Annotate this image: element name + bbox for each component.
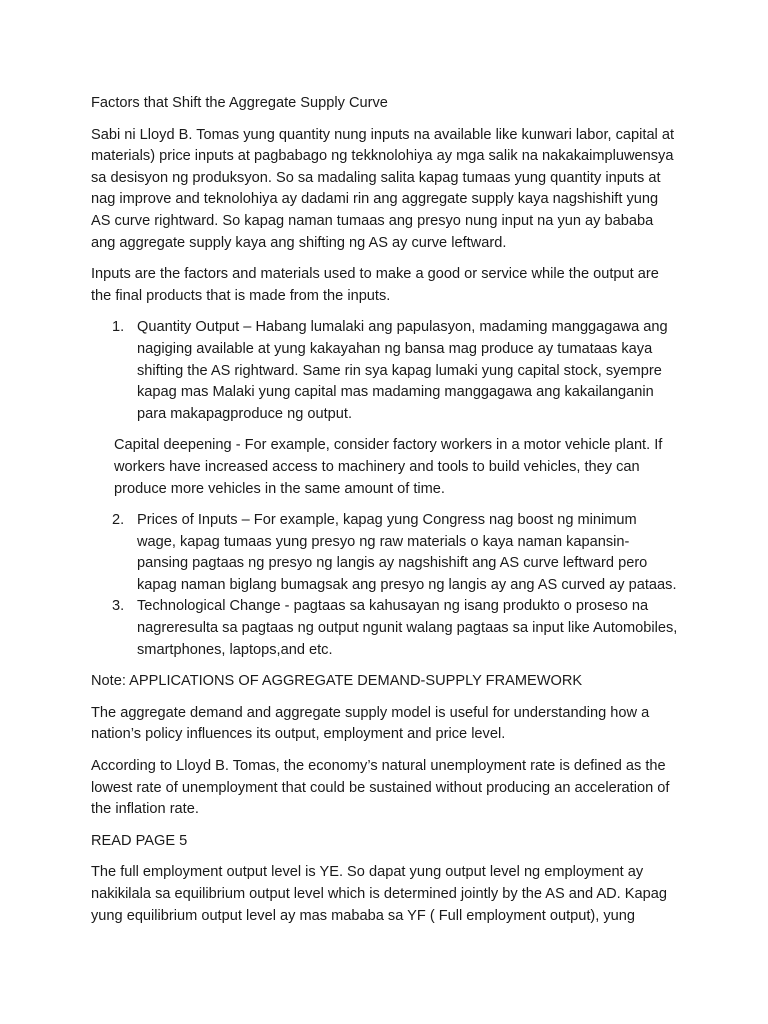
list-item-text: Quantity Output – Habang lumalaki ang papulasyon, madaming manggagawa ang nagiging available at yung kakayahan ng bansa mag produce ay tumataas kaya shifting the AS rightward. Same rin sya kapag lumaki yung capital stock, syempre kapag mas Malaki yung capital mas madaming manggagawa ang kakailanganin para makapagproduce ng output.	[137, 319, 668, 422]
note-heading: Note: APPLICATIONS OF AGGREGATE DEMAND-SUPPLY FRAMEWORK	[91, 673, 583, 690]
paragraph-natural-unemployment: According to Lloyd B. Tomas, the economy’s natural unemployment rate is defined as the lowest rate of unemployment that could be sustained without producing an acceleration of the inflation rate.	[91, 758, 670, 818]
paragraph-capital-deepening: Capital deepening - For example, consider factory workers in a motor vehicle plant. If workers have increased access to machinery and tools to build vehicles, they can produce more vehicles in the same amount of time.	[114, 437, 663, 497]
list-item	[91, 317, 678, 425]
list-item-number: 3.	[112, 598, 125, 615]
numbered-list-first	[91, 317, 678, 425]
list-item	[91, 510, 678, 596]
numbered-list-second	[91, 510, 678, 661]
paragraph-intro: Sabi ni Lloyd B. Tomas yung quantity nung inputs na available like kunwari labor, capital at materials) price inputs at pagbabago ng tekknolohiya ay mga salik na nakakaimpluwensya sa desisyon ng produksyon. So sa madaling salita kapag tumaas yung quantity inputs at nag improve and teknolohiya ay dadami rin ang aggregate supply kaya nagshishift yung AS curve rightward. So kapag naman tumaas ang presyo nung input na yun ay bababa ang aggregate supply kaya ang shifting ng AS ay curve leftward.	[91, 126, 675, 251]
read-page-note: READ PAGE 5	[91, 832, 188, 849]
list-item-number: 2.	[112, 512, 125, 529]
list-item-number: 1.	[112, 319, 125, 336]
paragraph-inputs-definition: Inputs are the factors and materials used to make a good or service while the output are the final products that is made from the inputs.	[91, 266, 659, 304]
list-item	[91, 596, 678, 661]
paragraph-full-employment: The full employment output level is YE. So dapat yung output level ng employment ay nakikilala sa equilibrium output level which is determined jointly by the AS and AD. Kapag yung equilibrium output level ay mas mababa sa YF ( Full employment output), yung	[91, 864, 667, 924]
paragraph-ad-as-model: The aggregate demand and aggregate supply model is useful for understanding how a nation’s policy influences its output, employment and price level.	[91, 704, 650, 743]
list-item-text: Technological Change - pagtaas sa kahusayan ng isang produkto o proseso na nagreresulta sa pagtaas ng output ngunit walang pagtaas sa input like Automobiles, smartphones, laptops,and etc.	[137, 598, 678, 658]
list-item-text: Prices of Inputs – For example, kapag yung Congress nag boost ng minimum wage, kapag tumaas yung presyo ng raw materials o kaya naman kapansin-pansing pagtaas ng presyo ng langis ay nagshishift ang AS curve leftward pero kapag naman biglang bumagsak ang presyo ng langis ay ang AS curved ay pataas.	[137, 512, 677, 593]
document-title: Factors that Shift the Aggregate Supply Curve	[91, 95, 388, 111]
